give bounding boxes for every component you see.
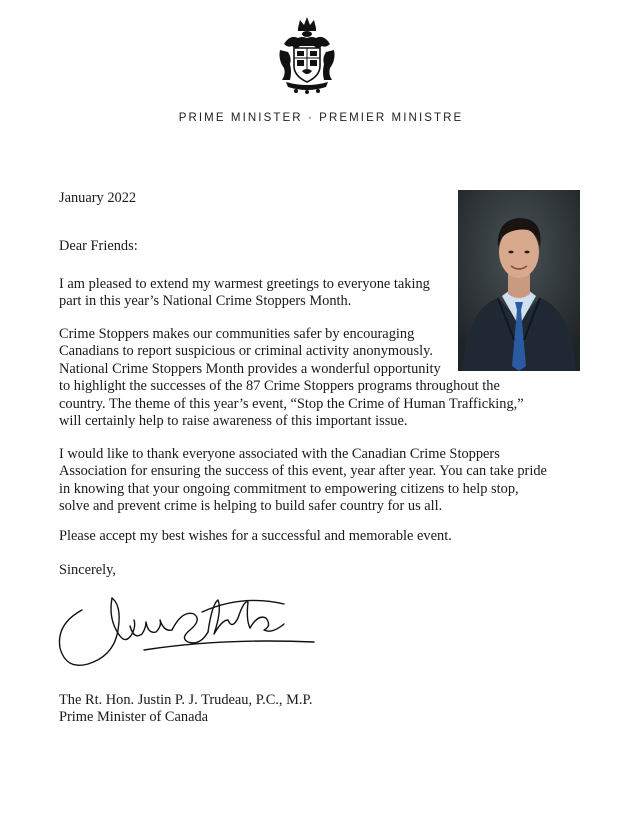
paragraph-line: National Crime Stoppers Month provides a wonderful opportunity — [59, 360, 441, 377]
paragraph-line: to highlight the successes of the 87 Crime Stoppers programs throughout the — [59, 378, 500, 395]
paragraph-line: Association for ensuring the success of this event, year after year. You can take pride — [59, 463, 547, 480]
paragraph-line: solve and prevent crime is helping to build safer country for us all. — [59, 498, 443, 515]
signatory-title: Prime Minister of Canada — [59, 709, 209, 726]
paragraph-line: will certainly help to raise awareness of this important issue. — [59, 413, 408, 430]
letter-paragraph-1 — [59, 276, 430, 311]
paragraph-line: Crime Stoppers makes our communities safer by encouraging — [59, 326, 415, 342]
paragraph-line: I would like to thank everyone associated with the Canadian Crime Stoppers — [59, 446, 500, 462]
letter-salutation: Dear Friends: — [59, 238, 138, 254]
paragraph-line: in knowing that your ongoing commitment to empowering citizens to help stop, — [59, 480, 519, 497]
letter-paragraph-2 — [59, 326, 524, 430]
paragraph-line: part in this year’s National Crime Stoppers Month. — [59, 293, 352, 310]
letter-paragraph-3 — [59, 446, 547, 516]
handwritten-signature — [52, 590, 322, 680]
signatory-name: The Rt. Hon. Justin P. J. Trudeau, P.C., M.P. — [59, 692, 313, 708]
letterhead-title: PRIME MINISTER · PREMIER MINISTRE — [178, 112, 464, 124]
paragraph-line: Canadians to report suspicious or criminal activity anonymously. — [59, 343, 433, 360]
paragraph-line: I am pleased to extend my warmest greetings to everyone taking — [59, 276, 430, 292]
letter-date: January 2022 — [59, 190, 137, 206]
letter-paragraph-4: Please accept my best wishes for a successful and memorable event. — [59, 528, 452, 544]
letter-closing: Sincerely, — [59, 562, 117, 578]
paragraph-line: country. The theme of this year’s event, “Stop the Crime of Human Trafficking,” — [59, 395, 524, 412]
coat-of-arms-icon — [276, 14, 338, 94]
signatory-block — [59, 692, 313, 727]
